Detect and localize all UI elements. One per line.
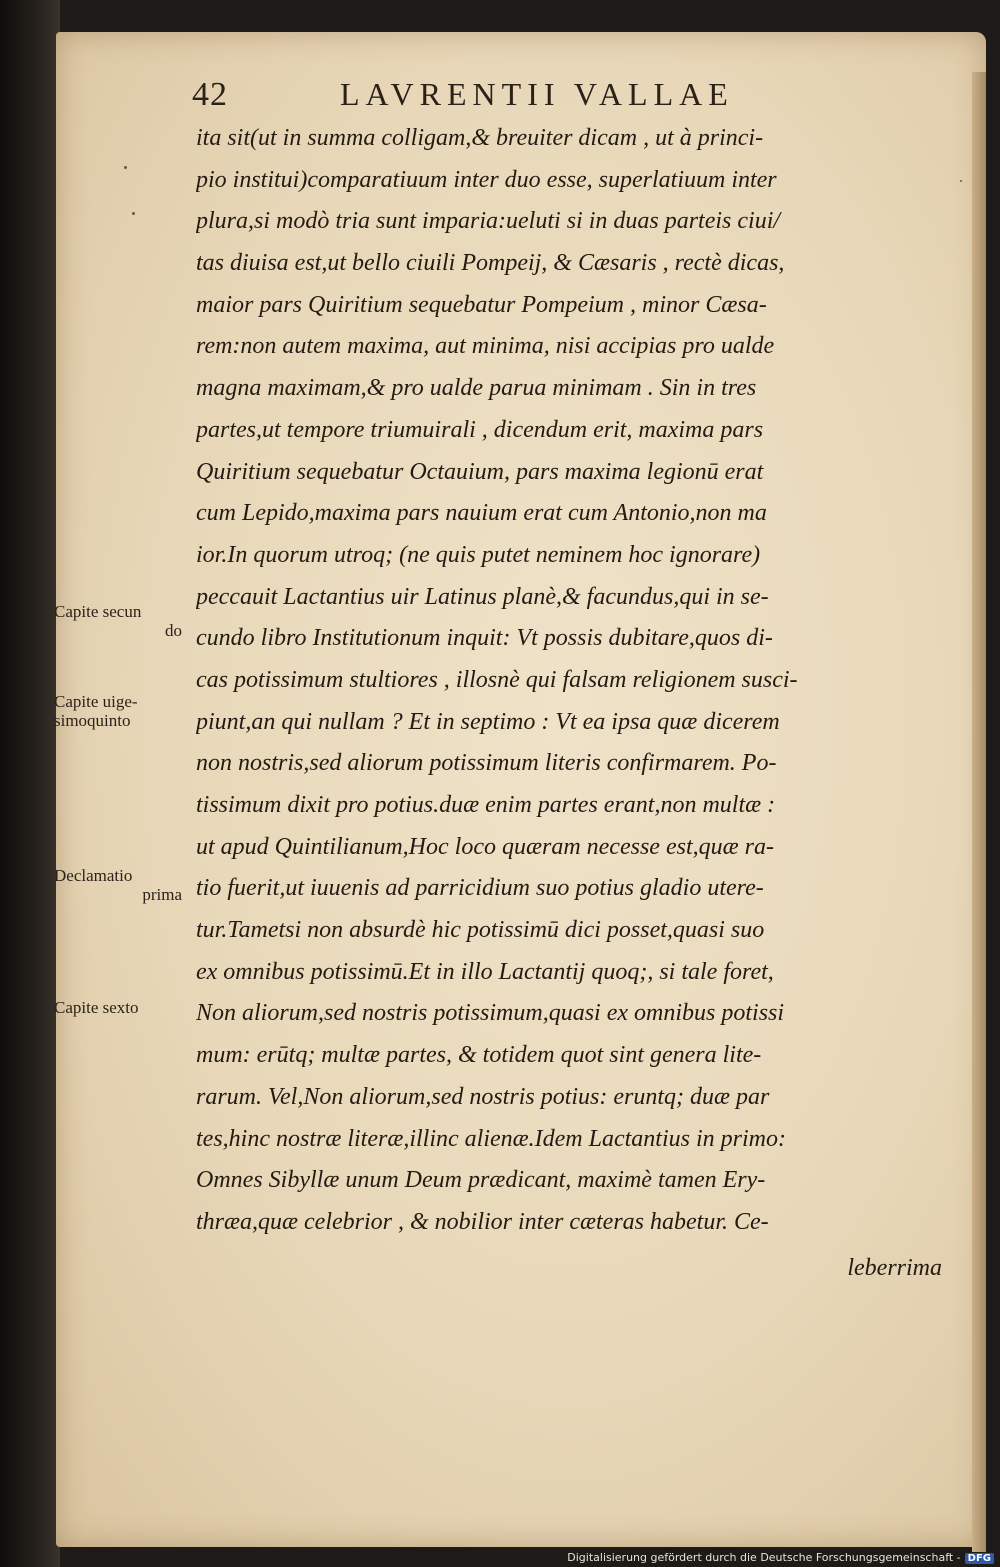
paper-speck: [124, 166, 127, 169]
text-line: thræa,quæ celebrior , & nobilior inter cæteras habetur. Ce-: [196, 1208, 769, 1235]
text-line: tio fuerit,ut iuuenis ad parricidium suo potius gladio utere-: [196, 875, 764, 902]
marginal-note-line: Capite uige-: [54, 692, 138, 711]
text-line: ut apud Quintilianum,Hoc loco quæram necesse est,quæ ra-: [196, 833, 774, 860]
text-line: partes,ut tempore triumuirali , dicendum erit, maxima pars: [196, 416, 764, 443]
marginal-note-line: prima: [142, 885, 182, 904]
text-line: cas potissimum stultiores , illosnè qui falsam religionem susci-: [196, 666, 798, 693]
text-line: Omnes Sibyllæ unum Deum prædicant, maximè tamen Ery-: [196, 1167, 766, 1194]
marginal-note: [54, 866, 182, 904]
marginal-note: [54, 998, 182, 1017]
text-line: ita sit(ut in summa colligam,& breuiter dicam , ut à princi-: [196, 125, 764, 151]
text-line: piunt,an qui nullam ? Et in septimo : Vt ea ipsa quæ dicerem: [196, 708, 780, 735]
text-line: magna maximam,& pro ualde parua minimam . Sin in tres: [196, 375, 757, 402]
main-text: [196, 118, 908, 1244]
text-line: ior.In quorum utroq; (ne quis putet neminem hoc ignorare): [196, 541, 761, 568]
running-head: LAVRENTII VALLAE: [340, 76, 734, 112]
page-edge: [972, 72, 986, 1552]
text-line: Non aliorum,sed nostris potissimum,quasi ex omnibus potissi: [196, 1000, 785, 1027]
digitization-footer: [567, 1551, 994, 1564]
text-line: mum: erūtq; multæ partes, & totidem quot sint genera lite-: [196, 1042, 762, 1069]
marginal-note: [54, 602, 182, 640]
text-line: non nostris,sed aliorum potissimum literis confirmarem. Po-: [196, 750, 777, 777]
text-line: tas diuisa est,ut bello ciuili Pompeij, & Cæsaris , rectè dicas,: [196, 250, 785, 277]
text-line: tur.Tametsi non absurdè hic potissimū dici posset,quasi suo: [196, 917, 765, 944]
text-line: Quiritium sequebatur Octauium, pars maxima legionū erat: [196, 458, 764, 485]
text-line: plura,si modò tria sunt imparia:ueluti si in duas parteis ciui/: [196, 208, 781, 235]
text-line: rarum. Vel,Non aliorum,sed nostris potius: eruntq; duæ par: [196, 1083, 770, 1110]
paper-speck: [132, 212, 135, 215]
marginal-note-line: Declamatio: [54, 866, 133, 885]
marginal-note-line: Capite sexto: [54, 998, 139, 1017]
marginal-note: [54, 692, 182, 730]
text-line: rem:non autem maxima, aut minima, nisi accipias pro ualde: [196, 333, 775, 360]
text-line: pio institui)comparatiuum inter duo esse, superlatiuum inter: [196, 166, 777, 193]
text-line: ex omnibus potissimū.Et in illo Lactantij quoq;, si tale foret,: [196, 958, 774, 985]
marginal-note-line: do: [165, 621, 182, 640]
text-line: cundo libro Institutionum inquit: Vt possis dubitare,quos di-: [196, 625, 773, 652]
text-line: tissimum dixit pro potius.duæ enim partes erant,non multæ :: [196, 792, 776, 818]
text-line: peccauit Lactantius uir Latinus planè,& facundus,qui in se-: [196, 583, 769, 610]
catchword: leberrima: [847, 1255, 942, 1281]
text-line: maior pars Quiritium sequebatur Pompeium , minor Cæsa-: [196, 291, 767, 318]
text-line: tes,hinc nostræ literæ,illinc alienæ.Idem Lactantius in primo:: [196, 1125, 786, 1152]
text-line: cum Lepido,maxima pars nauium erat cum Antonio,non ma: [196, 500, 767, 527]
marginal-note-line: Capite secun: [54, 602, 142, 621]
dfg-logo: DFG: [965, 1553, 994, 1564]
page-number: 42: [192, 76, 228, 113]
book-binding: [0, 0, 60, 1567]
marginal-note-line: simoquinto: [54, 711, 131, 730]
footer-text: Digitalisierung gefördert durch die Deutsche Forschungsgemeinschaft -: [567, 1551, 961, 1564]
paper-speck: [960, 180, 962, 182]
